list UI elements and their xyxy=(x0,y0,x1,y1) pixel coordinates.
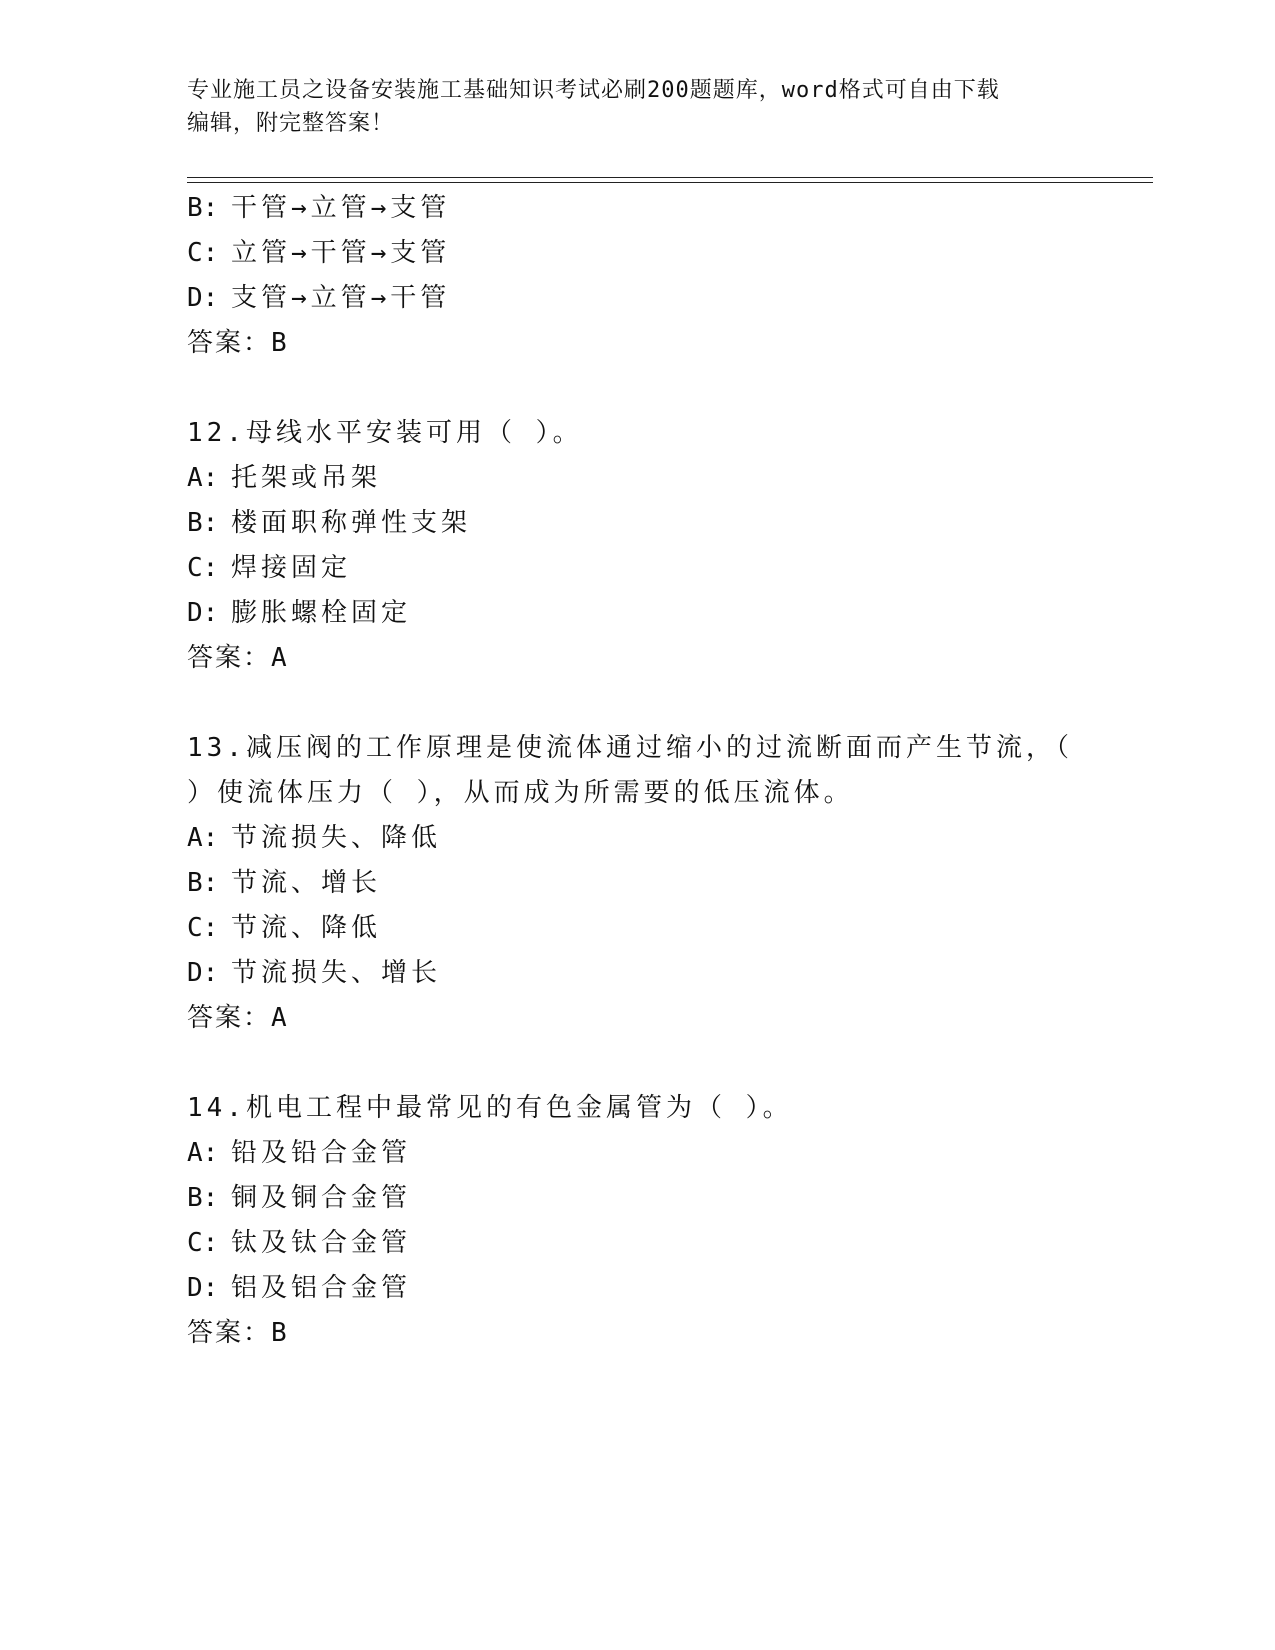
q14-option-b xyxy=(187,1181,411,1215)
q12-option-a xyxy=(187,461,381,495)
option-text: 楼面职称弹性支架 xyxy=(231,508,472,538)
q11-answer: 答案：B xyxy=(187,328,289,358)
option-text: 铜及铜合金管 xyxy=(231,1183,412,1213)
q13-option-d xyxy=(187,956,441,990)
q11-option-c xyxy=(187,236,450,270)
option-key: D: xyxy=(187,598,219,628)
option-text: 立管→干管→支管 xyxy=(231,238,451,268)
option-key: D: xyxy=(187,1273,219,1303)
q12-answer: 答案：A xyxy=(187,643,289,673)
q14-option-c xyxy=(187,1226,411,1260)
q14-option-d xyxy=(187,1271,411,1305)
option-key: B: xyxy=(187,193,219,223)
q13-question-line-2: ）使流体压力（ ），从而成为所需要的低压流体。 xyxy=(187,778,854,808)
q11-option-d xyxy=(187,281,450,315)
header-line-2: 编辑，附完整答案！ xyxy=(187,111,395,136)
q13-option-c xyxy=(187,911,381,945)
option-key: A: xyxy=(187,463,219,493)
option-text: 节流、增长 xyxy=(231,868,382,898)
option-text: 干管→立管→支管 xyxy=(231,193,451,223)
option-key: D: xyxy=(187,283,219,313)
option-text: 支管→立管→干管 xyxy=(231,283,451,313)
option-text: 托架或吊架 xyxy=(231,463,382,493)
q14-option-a xyxy=(187,1136,411,1170)
q12-option-d xyxy=(187,596,411,630)
q12-option-c xyxy=(187,551,351,585)
q13-option-b xyxy=(187,866,381,900)
option-key: A: xyxy=(187,823,219,853)
header-divider-top xyxy=(187,177,1153,178)
q12-option-b xyxy=(187,506,471,540)
option-text: 膨胀螺栓固定 xyxy=(231,598,412,628)
option-key: C: xyxy=(187,238,219,268)
option-key: B: xyxy=(187,1183,219,1213)
q12-question: 12.母线水平安装可用（ ）。 xyxy=(187,418,583,448)
option-text: 钛及钛合金管 xyxy=(231,1228,412,1258)
option-text: 铅及铅合金管 xyxy=(231,1138,412,1168)
option-key: A: xyxy=(187,1138,219,1168)
option-text: 节流损失、降低 xyxy=(231,823,442,853)
option-text: 节流、降低 xyxy=(231,913,382,943)
q13-answer: 答案：A xyxy=(187,1003,289,1033)
q14-answer: 答案：B xyxy=(187,1318,289,1348)
document-header xyxy=(187,74,1087,140)
option-key: C: xyxy=(187,1228,219,1258)
option-key: B: xyxy=(187,508,219,538)
option-key: D: xyxy=(187,958,219,988)
option-key: C: xyxy=(187,913,219,943)
header-divider-bottom xyxy=(187,182,1153,183)
q13-option-a xyxy=(187,821,441,855)
q13-question-line-1: 13.减压阀的工作原理是使流体通过缩小的过流断面而产生节流，（ xyxy=(187,733,1073,763)
q11-option-b xyxy=(187,191,450,225)
q14-question: 14.机电工程中最常见的有色金属管为（ ）。 xyxy=(187,1093,793,1123)
option-key: B: xyxy=(187,868,219,898)
option-text: 节流损失、增长 xyxy=(231,958,442,988)
option-text: 铝及铝合金管 xyxy=(231,1273,412,1303)
header-line-1: 专业施工员之设备安装施工基础知识考试必刷200题题库，word格式可自由下载 xyxy=(187,78,1000,103)
option-key: C: xyxy=(187,553,219,583)
option-text: 焊接固定 xyxy=(231,553,352,583)
